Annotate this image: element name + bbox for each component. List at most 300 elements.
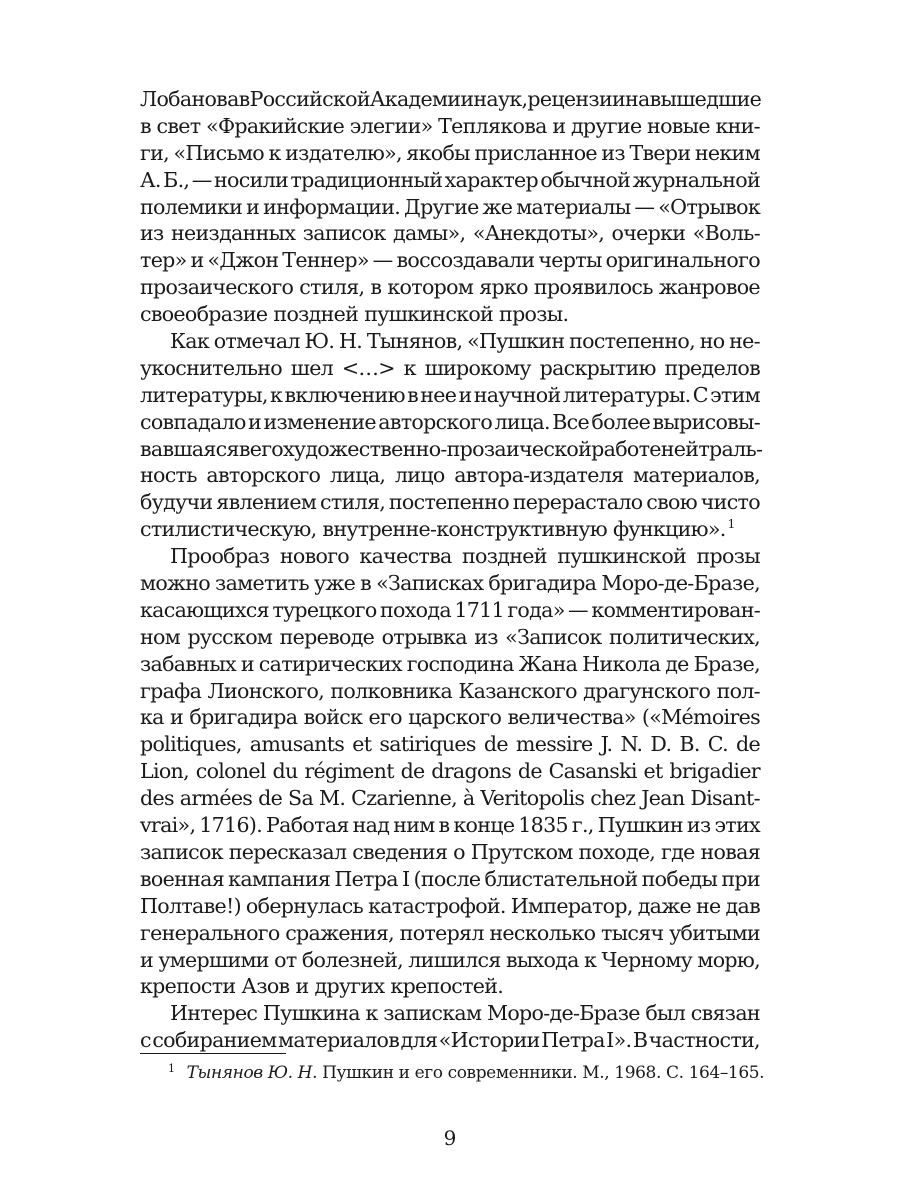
text-line [140, 973, 760, 1000]
word: Российской [249, 87, 370, 111]
word: был [645, 1001, 686, 1026]
word: де [665, 651, 689, 676]
text-line [140, 812, 760, 839]
word: бригадира [189, 705, 298, 730]
word: пределов [664, 355, 760, 380]
word: оригинального [605, 248, 760, 273]
text-line [140, 543, 760, 570]
word: Lion, [140, 759, 189, 784]
word: пушкинской [364, 302, 494, 327]
footnote-author: Тынянов Ю. Н. [186, 1063, 318, 1083]
word: — [191, 167, 212, 192]
word: носили [214, 167, 289, 192]
word: à [462, 786, 475, 811]
text-line [140, 462, 760, 489]
word: Петра [541, 1028, 605, 1053]
word: других [314, 974, 385, 999]
word: военная [140, 866, 225, 891]
word: «Отрывок [658, 194, 760, 219]
text-line [140, 516, 760, 543]
word: Прутском [470, 839, 573, 864]
word: нейтраль- [660, 436, 763, 461]
word: на [625, 87, 650, 111]
footnote-divider [140, 1053, 286, 1054]
word: et [352, 732, 372, 757]
word: внутренне-конструктивную [322, 517, 607, 542]
text-line [140, 436, 763, 463]
word: Казанского [458, 678, 577, 703]
word: и [190, 248, 204, 273]
word: chez [590, 786, 636, 811]
word: материалов, [633, 463, 760, 488]
footnote-reference[interactable]: 1 [727, 517, 735, 532]
word: для [400, 1028, 438, 1053]
word: графа [140, 678, 202, 703]
text-line [140, 704, 760, 731]
word: несколько [489, 920, 596, 945]
word: художественно-прозаической [283, 436, 592, 461]
word: можно [140, 571, 210, 596]
word: бригадира [488, 571, 597, 596]
word: будучи [140, 490, 213, 515]
word: связан [690, 1001, 760, 1026]
word: de [400, 759, 425, 784]
word: неизданных [171, 221, 296, 246]
word: ги, [140, 140, 169, 165]
word: явлением [216, 490, 317, 515]
text-line [140, 86, 760, 113]
text-line [140, 328, 760, 355]
word: А. [140, 167, 161, 192]
word: шел [290, 355, 334, 380]
word: раскрытию [539, 355, 656, 380]
text-line [140, 274, 760, 301]
word: отрывка [381, 624, 467, 649]
word: над [352, 813, 390, 838]
word: от [274, 947, 297, 972]
word: к [403, 355, 416, 380]
text-line [140, 947, 760, 974]
word: лишился [408, 947, 501, 972]
word: катастрофой. [368, 893, 506, 918]
word: «Истории [438, 1028, 540, 1053]
word: brigadier [669, 759, 760, 784]
word: русском [187, 624, 273, 649]
text-line [140, 489, 760, 516]
word: войск [303, 705, 363, 730]
word: из [474, 624, 498, 649]
word: лицо [394, 463, 445, 488]
text-line [140, 731, 760, 758]
text-line [140, 678, 760, 705]
word: С [692, 382, 708, 407]
word: журнальной [632, 167, 760, 192]
word: выхода [505, 947, 579, 972]
word: собиранием [152, 1028, 277, 1053]
word: Азов [241, 974, 290, 999]
text-line [140, 920, 760, 947]
word: обернулась [245, 893, 364, 918]
word: тер» [140, 248, 187, 273]
word: в [360, 571, 372, 596]
word: Veritopolis [480, 786, 585, 811]
word: драгунского [583, 678, 711, 703]
word: дамы», [393, 221, 466, 246]
word: работе [591, 436, 661, 461]
word: крепости [140, 974, 236, 999]
word: Н. [339, 329, 363, 354]
word: стиля, [320, 490, 386, 515]
word: в [238, 436, 250, 461]
word: чисто [700, 490, 760, 515]
word: не [696, 893, 721, 918]
word: к [584, 947, 597, 972]
word: турецкого [272, 597, 377, 622]
word: запискам [383, 1001, 482, 1026]
word: amusants [249, 732, 345, 757]
text-line [140, 758, 760, 785]
page-number: 9 [443, 1126, 457, 1150]
word: в [238, 87, 250, 111]
word: крепостей. [390, 974, 504, 999]
word: и [240, 651, 254, 676]
word: умершими [158, 947, 269, 972]
word: — [634, 194, 655, 219]
word: Жана [518, 651, 578, 676]
word: I [401, 866, 410, 891]
text-line [140, 167, 760, 194]
word: стиля, [299, 275, 365, 300]
text-line [140, 839, 760, 866]
word: и [170, 705, 184, 730]
word: победы [641, 866, 718, 891]
word: информации. [263, 194, 401, 219]
word: — [372, 248, 393, 273]
word: научной [473, 382, 561, 407]
word: же [482, 194, 513, 219]
text-line [140, 140, 760, 167]
word: Интерес [170, 1001, 258, 1026]
word: обычной [540, 167, 631, 192]
word: (после [413, 866, 481, 891]
word: этих [714, 813, 760, 838]
word: характер [444, 167, 539, 192]
word: в [370, 275, 382, 300]
word: и [458, 382, 472, 407]
word: «Воль- [692, 221, 760, 246]
word: тысяч [601, 920, 664, 945]
word: более [591, 409, 651, 434]
word: к [268, 140, 281, 165]
word: совпадало [140, 409, 246, 434]
word: Лобанова [140, 87, 239, 111]
word: жанровое [658, 275, 760, 300]
word: Ю. [304, 329, 335, 354]
word: — [568, 597, 588, 622]
word: Пушкина [262, 1001, 360, 1026]
word: сатирических [258, 651, 402, 676]
word: величества» [507, 705, 636, 730]
word: котором [387, 275, 474, 300]
word: ним [393, 813, 435, 838]
word: Черному [601, 947, 693, 972]
word: блистательной [484, 866, 638, 891]
word: «Письмо [173, 140, 265, 165]
footnote-text: Пушкин и его современники. М., 1968. С. 164–165. [317, 1063, 765, 1083]
word: 1716). [199, 813, 263, 838]
word: о [453, 839, 465, 864]
word: литературы, [140, 382, 268, 407]
word: постепенно, [569, 329, 695, 354]
word: вырисовы- [652, 409, 760, 434]
text-line [140, 113, 760, 140]
word: года» [507, 597, 565, 622]
word: касающихся [140, 597, 269, 622]
word: I». [606, 1028, 632, 1053]
word: «Записках [376, 571, 484, 596]
text-line [140, 382, 760, 409]
word: автора-издателя [454, 463, 624, 488]
text-line [140, 409, 760, 436]
word: В [632, 1028, 648, 1053]
word: politiques, [140, 732, 242, 757]
word: качества [359, 544, 452, 569]
word: царского [408, 705, 502, 730]
word: Лионского, [207, 678, 325, 703]
word: du [272, 759, 298, 784]
text-line [140, 355, 760, 382]
word: вавшаяся [140, 436, 239, 461]
word: дав [725, 893, 760, 918]
word: Император, [510, 893, 633, 918]
word: воссоздавали [396, 248, 535, 273]
word: N. [620, 732, 643, 757]
word: переводе [279, 624, 375, 649]
main-text [140, 86, 763, 1054]
word: комментирован- [591, 597, 760, 622]
word: функцию». $^1$ [613, 517, 735, 542]
word: Петра [334, 866, 398, 891]
word: «Пушкин [467, 329, 565, 354]
word: Другие [404, 194, 479, 219]
word: des [140, 786, 174, 811]
word: включению [284, 382, 405, 407]
word: Никола [582, 651, 661, 676]
word: vrai», [140, 813, 196, 838]
word: своеобразие [140, 302, 268, 327]
word: и [246, 194, 260, 219]
text-line [140, 597, 760, 624]
word: его [368, 705, 402, 730]
word: 1835 [518, 813, 568, 838]
word: 1711 [454, 597, 504, 622]
word: и [248, 409, 262, 434]
word: очерки [611, 221, 686, 246]
word: Б., [163, 167, 190, 192]
word: болезней, [301, 947, 403, 972]
word: пол- [716, 678, 760, 703]
word: «Фракийские [206, 113, 345, 138]
word: Пушкин [597, 813, 683, 838]
word: но [699, 329, 725, 354]
word: из [140, 221, 164, 246]
word: походе, [578, 839, 656, 864]
word: с [140, 1028, 151, 1053]
word: полковника [330, 678, 453, 703]
word: господина [406, 651, 514, 676]
word: издателю», [285, 140, 402, 165]
word: в [140, 113, 151, 138]
word: лица. [494, 409, 550, 434]
word: свою [646, 490, 697, 515]
word: Полтаве!) [140, 893, 241, 918]
text-line [140, 785, 760, 812]
word: новые [647, 113, 710, 138]
word: забавных [140, 651, 236, 676]
word: изменение [263, 409, 376, 434]
word: поздней [273, 302, 359, 327]
word: прозы. [499, 302, 569, 327]
word: Sa [288, 786, 314, 811]
word: и [295, 974, 309, 999]
word: постепенно [388, 490, 509, 515]
word: убитыми [669, 920, 760, 945]
word: Твери [629, 140, 691, 165]
word: de [517, 759, 542, 784]
word: («Mémoires [641, 705, 760, 730]
word: прозаического [140, 275, 294, 300]
word: материалов [278, 1028, 400, 1053]
word: черты [538, 248, 602, 273]
word: сражения, [285, 920, 395, 945]
word: Работая [266, 813, 349, 838]
word: генерального [140, 920, 280, 945]
word: к [270, 382, 283, 407]
word: «Записок [505, 624, 602, 649]
word: Моро-де-Бразе [486, 1001, 640, 1026]
word: литературы. [562, 382, 691, 407]
word: кни- [715, 113, 760, 138]
word: другие [570, 113, 642, 138]
word: к [365, 1001, 378, 1026]
word: ном [140, 624, 181, 649]
word: J. [600, 732, 613, 757]
word: нее [420, 382, 457, 407]
word: при [721, 866, 760, 891]
word: de [736, 732, 760, 757]
word: Тынянов, [366, 329, 463, 354]
word: стилистическую, [140, 517, 317, 542]
word: новая [700, 839, 760, 864]
word: пушкинской [557, 544, 687, 569]
word: satiriques [379, 732, 476, 757]
word: уже [313, 571, 356, 596]
word: заметить [215, 571, 309, 596]
word: armées [179, 786, 253, 811]
word: в [407, 382, 418, 407]
word: наук, [473, 87, 528, 111]
word: морю, [697, 947, 760, 972]
word: проявилось [533, 275, 653, 300]
word: и [552, 113, 566, 138]
word: Disant- [690, 786, 760, 811]
word: из [686, 813, 711, 838]
word: конце [453, 813, 515, 838]
word: et [643, 759, 663, 784]
word: кампания [228, 866, 331, 891]
word: dragons [431, 759, 512, 784]
word: «Анекдоты», [472, 221, 605, 246]
text-line [140, 651, 760, 678]
word: его [249, 436, 283, 461]
text-line [140, 194, 760, 221]
word: не- [729, 329, 760, 354]
word: Casanski [548, 759, 637, 784]
text-line [140, 220, 760, 247]
word: политических, [608, 624, 760, 649]
word: авторского [206, 463, 321, 488]
text-line [140, 893, 760, 920]
word: присланное [474, 140, 597, 165]
word: в [438, 813, 450, 838]
word: этим [710, 382, 760, 407]
word: лица, [329, 463, 386, 488]
word: messire [515, 732, 593, 757]
word: укоснительно [140, 355, 282, 380]
word: похода [380, 597, 451, 622]
word: «Джон [207, 248, 279, 273]
footnote [168, 1062, 764, 1086]
word: неким [694, 140, 760, 165]
word: записок [302, 221, 386, 246]
word: B. [679, 732, 700, 757]
text-line [140, 866, 760, 893]
word: пересказал [228, 839, 347, 864]
word: рецензии [527, 87, 626, 111]
word: где [661, 839, 695, 864]
footnote-mark: 1 [168, 1062, 175, 1075]
word: Академии [369, 87, 474, 111]
word: записок [140, 839, 223, 864]
text-line [140, 1000, 760, 1027]
word: авторского [378, 409, 493, 434]
word: свет [156, 113, 201, 138]
word: Как [170, 329, 209, 354]
word: de [483, 732, 508, 757]
word: Все [552, 409, 589, 434]
word: и [140, 947, 154, 972]
word: Бразе, [693, 651, 760, 676]
word: традиционный [290, 167, 443, 192]
word: вышедшие [649, 87, 762, 111]
text-line [140, 1027, 760, 1054]
word: de [258, 786, 283, 811]
word: даже [637, 893, 691, 918]
text-line [140, 570, 760, 597]
word: ка [140, 705, 164, 730]
word: прозы [696, 544, 760, 569]
text-line [140, 301, 760, 328]
word: ярко [479, 275, 528, 300]
word: Теплякова [438, 113, 547, 138]
word: colonel [195, 759, 266, 784]
word: полемики [140, 194, 243, 219]
word: якобы [406, 140, 470, 165]
word: C. [707, 732, 728, 757]
word: из [601, 140, 625, 165]
word: сведения [352, 839, 448, 864]
word: Jean [641, 786, 685, 811]
